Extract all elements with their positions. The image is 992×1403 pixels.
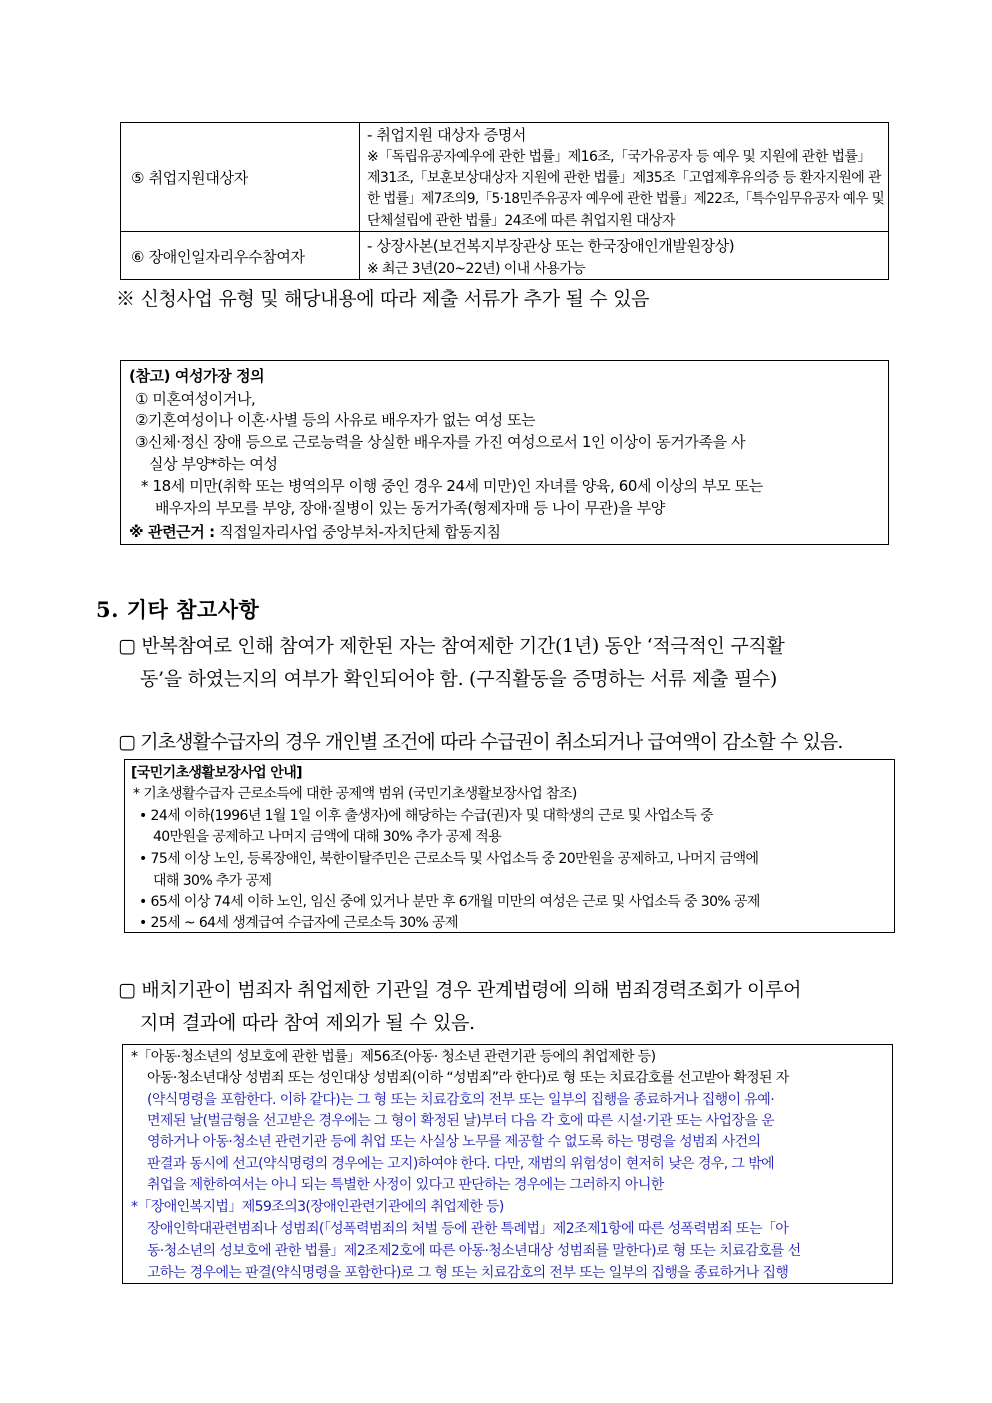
table-cell-line: 제31조,「보훈보상대상자 지원에 관한 법률」제35조「고엽제후유의증 등 환자지원에 관 [367,170,881,186]
section-item-line: ▢ 반복참여로 인해 참여가 제한된 자는 참여제한 기간(1년) 동안 ‘적극적인 구직활 [118,635,785,657]
table-cell-line: - 상장사본(보건복지부장관상 또는 한국장애인개발원장상) [367,237,735,255]
reference-title: (참고) 여성가장 정의 [129,367,265,385]
section-item-line: 지며 결과에 따라 참여 제외가 될 수 있음. [140,1012,475,1034]
reference-line: ③신체·정신 장애 등으로 근로능력을 상실한 배우자를 가진 여성으로서 1인 이상이 동거가족을 사 [135,433,746,451]
reference-line: ① 미혼여성이거나, [135,390,256,408]
table-cell-line: 단체설립에 관한 법률」24조에 따른 취업지원 대상자 [367,213,675,229]
basis-text: 직접일자리사업 중앙부처-자치단체 합동지침 [219,523,501,541]
law-text: 아동·청소년대상 성범죄 또는 성인대상 성범죄(이하 “성범죄”라 한다)로 형 또는 치료감호를 선고받아 확정된 자 [147,1070,789,1086]
reference-footnote: * 18세 미만(취학 또는 병역의무 이행 중인 경우 24세 미만)인 자녀를 양육, 60세 이상의 부모 또는 [141,477,763,495]
section-item-line: ▢ 배치기관이 범죄자 취업제한 기관일 경우 관계법령에 의해 범죄경력조회가 이루어 [118,979,802,1001]
basic-living-line: * 기초생활수급자 근로소득에 대한 공제액 범위 (국민기초생활보장사업 참조) [133,786,577,802]
reference-line: 실상 부양*하는 여성 [149,455,278,473]
basic-living-bullet: • 65세 이상 74세 이하 노인, 임신 중에 있거나 분만 후 6개월 미만의 여성은 근로 및 사업소득 중 30% 공제 [139,894,760,910]
section-item-line: 동’을 하였는지의 여부가 확인되어야 함. (구직활동을 증명하는 서류 제출 필수) [140,668,778,690]
document-table [120,122,889,280]
basis-label: ※ 관련근거 : [129,523,215,541]
table-divider-horizontal [121,231,888,232]
law-text: 장애인학대관련범죄나 성범죄(「성폭력범죄의 처벌 등에 관한 특례법」제2조제1항에 따른 성폭력범죄 또는「아 [147,1221,789,1237]
law-text: 판결과 동시에 선고(약식명령의 경우에는 고지)하여야 한다. 다만, 재범의 위험성이 현저히 낮은 경우, 그 밖에 [147,1156,775,1172]
table-row-label: ⑤ 취업지원대상자 [131,169,248,187]
law-text: 영하거나 아동·청소년 관련기관 등에 취업 또는 사실상 노무를 제공할 수 없도록 하는 명령을 성범죄 사건의 [147,1134,761,1150]
reference-box [120,360,889,545]
law-text: 취업을 제한하여서는 아니 되는 특별한 사정이 있다고 판단하는 경우에는 그러하지 아니한 [147,1177,664,1193]
basic-living-bullet: • 24세 이하(1996년 1월 1일 이후 출생자)에 해당하는 수급(권)자 및 대학생의 근로 및 사업소득 중 [139,808,713,824]
law-text: 고하는 경우에는 판결(약식명령을 포함한다)로 그 형 또는 치료감호의 전부 또는 일부의 집행을 종료하거나 집행 [147,1265,789,1281]
table-cell-line: ※ 최근 3년(20~22년) 이내 사용가능 [367,261,586,277]
law-text: 동·청소년의 성보호에 관한 법률」제2조제2호에 따른 아동·청소년대상 성범죄를 말한다)로 형 또는 치료감호를 선 [147,1243,801,1259]
law-text: (약식명령을 포함한다. 이하 같다)는 그 형 또는 치료감호의 전부 또는 일부의 집행을 종료하거나 집행이 유예· [147,1092,775,1108]
law-heading: *「장애인복지법」제59조의3(장애인관련기관에의 취업제한 등) [131,1199,504,1215]
basic-living-line: 40만원을 공제하고 나머지 금액에 대해 30% 추가 공제 적용 [153,829,502,845]
table-row-label: ⑥ 장애인일자리우수참여자 [131,248,305,266]
table-divider-vertical [359,123,360,279]
table-cell-line: ※「독립유공자예우에 관한 법률」제16조,「국가유공자 등 예우 및 지원에 관한 법률」 [367,149,871,165]
reference-line: ②기혼여성이나 이혼·사별 등의 사유로 배우자가 없는 여성 또는 [135,411,536,429]
basic-living-bullet: • 25세 ~ 64세 생계급여 수급자에 근로소득 30% 공제 [139,915,458,931]
basic-living-bullet: • 75세 이상 노인, 등록장애인, 북한이탈주민은 근로소득 및 사업소득 중 20만원을 공제하고, 나머지 금액에 [139,851,759,867]
basic-living-box [124,759,895,933]
section-item-line: ▢ 기초생활수급자의 경우 개인별 조건에 따라 수급권이 취소되거나 급여액이 감소할 수 있음. [118,731,843,753]
law-heading: *「아동·청소년의 성보호에 관한 법률」제56조(아동· 청소년 관련기관 등에의 취업제한 등) [131,1049,656,1065]
table-cell-line: - 취업지원 대상자 증명서 [367,126,527,144]
section-title: 5. 기타 참고사항 [96,597,260,622]
basic-living-title: [국민기초생활보장사업 안내] [131,765,302,781]
basic-living-line: 대해 30% 추가 공제 [153,873,272,889]
table-cell-line: 한 법률」제7조의9,「5·18민주유공자 예우에 관한 법률」제22조,「특수임무유공자 예우 및 [367,191,885,207]
reference-footnote: 배우자의 부모를 부양, 장애·질병이 있는 동거가족(형제자매 등 나이 무관)을 부양 [155,499,665,517]
table-note: ※ 신청사업 유형 및 해당내용에 따라 제출 서류가 추가 될 수 있음 [116,288,650,310]
law-text: 면제된 날(벌금형을 선고받은 경우에는 그 형이 확정된 날)부터 다음 각 호에 따른 시설·기관 또는 사업장을 운 [147,1113,775,1129]
law-box [122,1044,893,1284]
